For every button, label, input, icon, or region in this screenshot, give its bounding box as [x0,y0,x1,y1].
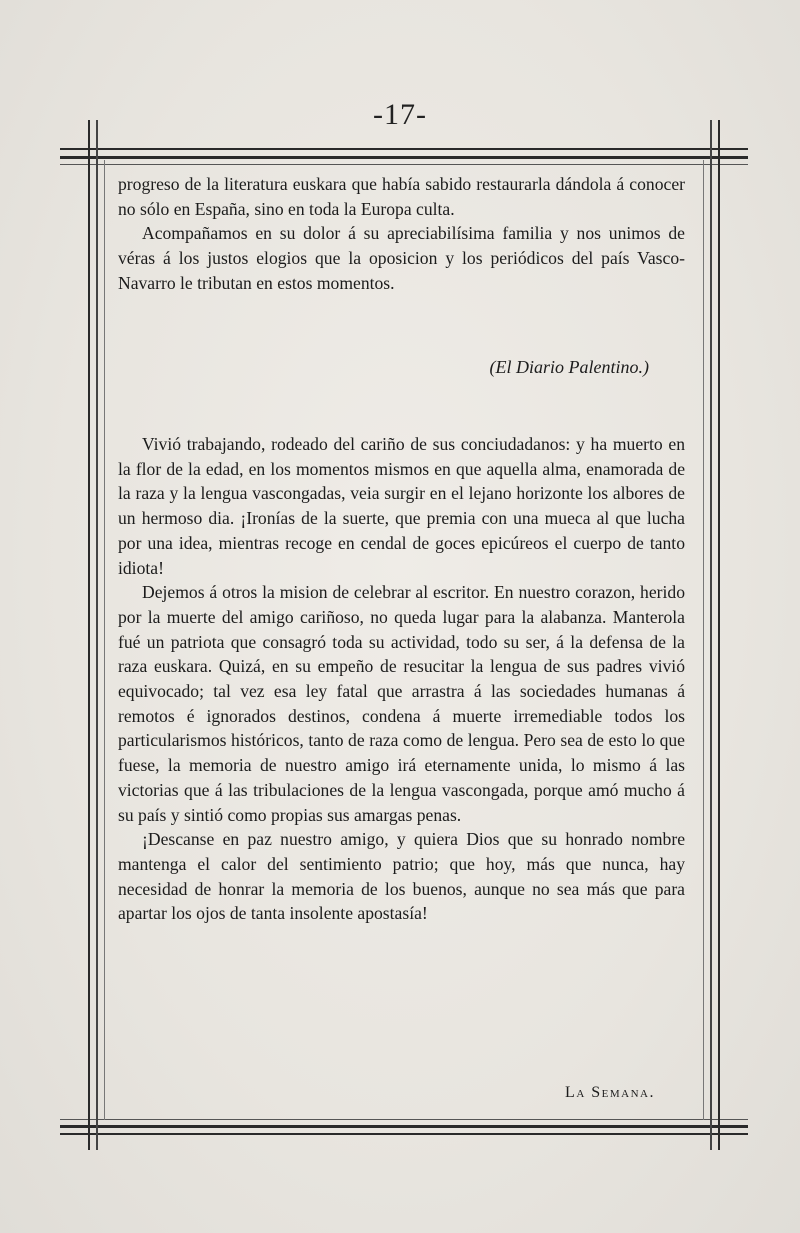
frame-rule-right [718,120,720,1150]
attribution-text: (El Diario Palentino.) [489,357,649,377]
frame-rule-right [703,160,704,1120]
frame-rule-left [88,120,90,1150]
frame-rule-top [60,156,748,159]
frame-rule-top [60,148,748,150]
paragraph: Acompañamos en su dolor á su apreciabilísima familia y nos unimos de véras á los justos elogios que la oposicion y los periódicos del país Vasco-Navarro le tributan en estos momentos. [118,223,685,293]
article-1-body [118,172,685,296]
frame-rule-bottom [60,1119,748,1120]
attribution-text: La Semana. [565,1084,655,1101]
frame-rule-bottom [60,1125,748,1128]
frame-rule-top [60,164,748,165]
frame-rule-left [104,160,105,1120]
frame-rule-bottom [60,1133,748,1135]
article-1-attribution [118,357,685,378]
page-number: -17- [373,98,427,131]
article-2-body [118,432,685,926]
paragraph: Dejemos á otros la mision de celebrar al escritor. En nuestro corazon, herido por la muerte del amigo cariñoso, no queda lugar para la alabanza. Manterola fué un patriota que consagró toda su actividad, todo su ser, á la defensa de la raza euskara. Quizá, en su empeño de resucitar la lengua de sus padres vivió equivocado; tal vez esa ley fatal que arrastra á las sociedades humanas á remotos é ignorados destinos, condena á muerte irremediable todos los particularismos históricos, tanto de raza como de lengua. Pero sea de esto lo que fuese, la memoria de nuestro amigo irá eternamente unida, lo mismo á las victorias que á las tribulaciones de la lengua vascongada, porque amó mucho á su país y sintió como propias sus amargas penas. [118,582,685,825]
paragraph: Vivió trabajando, rodeado del cariño de sus conciudadanos: y ha muerto en la flor de la edad, en los momentos mismos en que aquella alma, enamorada de la raza y la lengua vascongadas, veia surgir en el lejano horizonte los albores de un hermoso dia. ¡Ironías de la suerte, que premia con una mueca al que lucha por una idea, mientras recoge en cendal de goces epicúreos el cuerpo de tanto idiota! [118,434,685,578]
article-2-attribution [118,1084,685,1102]
frame-rule-right [710,120,712,1150]
paragraph: progreso de la literatura euskara que había sabido restaurarla dándola á conocer no sólo en España, sino en toda la Europa culta. [118,174,685,219]
paragraph: ¡Descanse en paz nuestro amigo, y quiera Dios que su honrado nombre mantenga el calor del sentimiento patrio; que hoy, más que nunca, hay necesidad de honrar la memoria de los buenos, aunque no sea más que para apartar los ojos de tanta insolente apostasía! [118,829,685,924]
frame-rule-left [96,120,98,1150]
